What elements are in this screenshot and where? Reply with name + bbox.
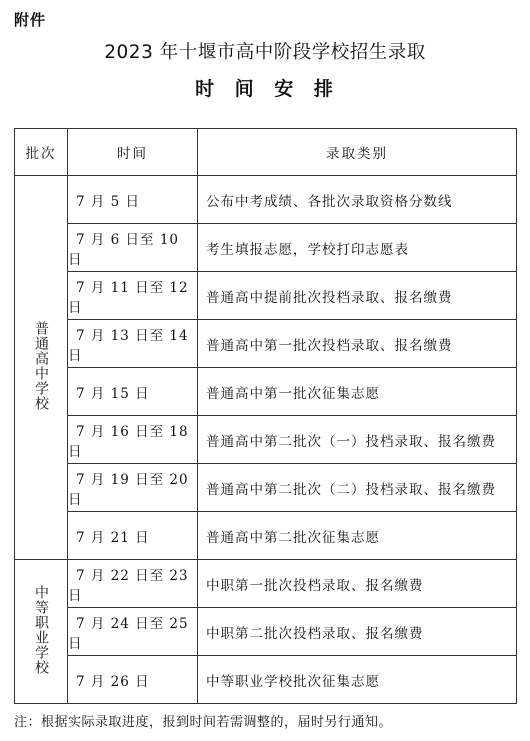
type-cell: 中职第二批次投档录取、报名缴费 <box>198 608 517 656</box>
time-cell: 7 月 21 日 <box>68 512 198 560</box>
table-row <box>15 320 517 368</box>
type-cell: 普通高中第二批次（一）投档录取、报名缴费 <box>198 416 517 464</box>
type-cell: 普通高中第二批次征集志愿 <box>198 512 517 560</box>
batch-cell-vocational-school <box>15 560 68 704</box>
type-cell: 普通高中第一批次投档录取、报名缴费 <box>198 320 517 368</box>
table-row <box>15 560 517 608</box>
type-cell: 中等职业学校批次征集志愿 <box>198 656 517 704</box>
type-cell: 普通高中提前批次投档录取、报名缴费 <box>198 272 517 320</box>
time-cell: 7 月 13 日至 14 日 <box>68 320 198 368</box>
type-cell: 中职第一批次投档录取、报名缴费 <box>198 560 517 608</box>
time-cell: 7 月 24 日至 25 日 <box>68 608 198 656</box>
time-cell: 7 月 5 日 <box>68 176 198 224</box>
time-cell: 7 月 15 日 <box>68 368 198 416</box>
table-row <box>15 368 517 416</box>
type-cell: 公布中考成绩、各批次录取资格分数线 <box>198 176 517 224</box>
time-cell: 7 月 19 日至 20 日 <box>68 464 198 512</box>
type-cell: 普通高中第二批次（二）投档录取、报名缴费 <box>198 464 517 512</box>
table-row <box>15 176 517 224</box>
batch-label: 普通高中学校 <box>33 320 49 411</box>
table-row <box>15 464 517 512</box>
header-time: 时间 <box>68 129 198 176</box>
table-row <box>15 656 517 704</box>
time-cell: 7 月 26 日 <box>68 656 198 704</box>
schedule-table <box>14 128 517 704</box>
batch-label: 中等职业学校 <box>33 584 49 675</box>
attachment-label: 附件 <box>14 11 47 29</box>
document-title: 2023 年十堰市高中阶段学校招生录取 <box>104 42 426 63</box>
time-cell: 7 月 6 日至 10 日 <box>68 224 198 272</box>
document-subtitle: 时 间 安 排 <box>195 78 335 100</box>
table-row <box>15 512 517 560</box>
batch-cell-general-high-school <box>15 176 68 560</box>
time-cell: 7 月 16 日至 18 日 <box>68 416 198 464</box>
time-cell: 7 月 11 日至 12 日 <box>68 272 198 320</box>
table-row <box>15 272 517 320</box>
table-header-row <box>15 129 517 176</box>
time-cell: 7 月 22 日至 23 日 <box>68 560 198 608</box>
table-row <box>15 608 517 656</box>
footnote: 注：根据实际录取进度，报到时间若需调整的，届时另行通知。 <box>14 715 393 730</box>
table-row <box>15 416 517 464</box>
header-type: 录取类别 <box>198 129 517 176</box>
type-cell: 考生填报志愿，学校打印志愿表 <box>198 224 517 272</box>
table-row <box>15 224 517 272</box>
header-batch: 批次 <box>15 129 68 176</box>
type-cell: 普通高中第一批次征集志愿 <box>198 368 517 416</box>
